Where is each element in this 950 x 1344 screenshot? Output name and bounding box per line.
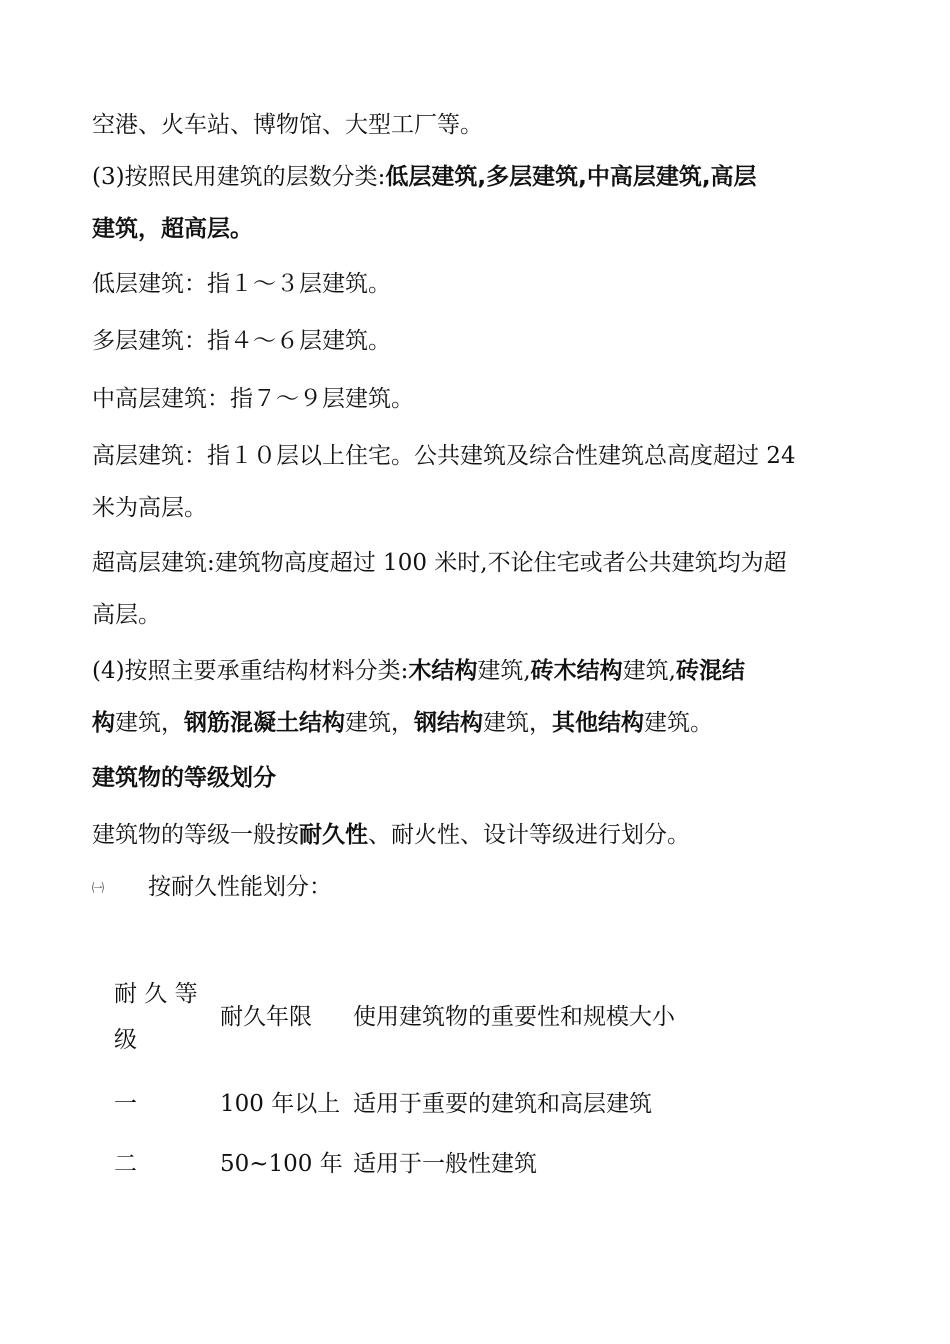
enum-heading: 按耐久性能划分：: [148, 874, 332, 900]
section3-prefix: (3)按照民用建筑的层数分类:: [92, 164, 386, 190]
other-structure: 其他结构: [552, 710, 644, 736]
section4-prefix: (4)按照主要承重结构材料分类:: [92, 658, 409, 684]
row1-years: 100 年以上: [220, 1091, 341, 1117]
wood-structure: 木结构: [408, 658, 478, 684]
reinforced-concrete-structure: 钢筋混凝土结构: [184, 710, 345, 736]
text-line: 低层建筑：指１～３层建筑。: [92, 271, 391, 297]
building-word: 建筑,: [622, 658, 676, 684]
steel-structure: 钢结构: [414, 710, 483, 736]
text-line: [92, 697, 860, 749]
section-heading-grades: [92, 752, 860, 804]
section3-bold-2: 建筑，超高层。: [92, 216, 253, 242]
header-grade-line2: 级: [114, 1027, 137, 1053]
brick-wood-structure: 砖木结构: [530, 658, 623, 684]
paragraph-low-rise: [92, 258, 860, 310]
row1-grade: 一: [114, 1091, 137, 1117]
row2-usage: 适用于一般性建筑: [353, 1151, 537, 1177]
text-line: 多层建筑：指４～６层建筑。: [92, 328, 391, 354]
header-years: 耐久年限: [220, 1004, 312, 1030]
header-usage: 使用建筑物的重要性和规模大小: [353, 1004, 675, 1030]
paragraph-high-rise: [92, 430, 860, 534]
building-word: 建筑,: [477, 658, 531, 684]
paragraph-grade-intro: [92, 809, 860, 861]
paragraph-mid-high-rise: [92, 373, 860, 425]
brick-concrete-structure-b: 构: [92, 710, 115, 736]
text-line: 米为高层。: [92, 495, 207, 521]
grade-intro-suffix: 、耐火性、设计等级进行划分。: [368, 822, 690, 848]
text-line: 超高层建筑:建筑物高度超过 100 米时,不论住宅或者公共建筑均为超: [92, 550, 787, 576]
text-line: [92, 151, 860, 203]
row2-years: 50~100 年: [220, 1151, 343, 1177]
text-line: [92, 645, 860, 697]
text-line: 高层。: [92, 602, 161, 628]
row2-grade: 二: [114, 1151, 137, 1177]
row1-usage: 适用于重要的建筑和高层建筑: [353, 1091, 652, 1117]
paragraph-line1: [92, 99, 860, 151]
text-line: 中高层建筑：指７～９层建筑。: [92, 386, 414, 412]
enum-marker: ㈠: [92, 881, 105, 895]
header-grade-line1: 耐 久 等: [114, 981, 198, 1007]
building-word: 建筑，: [115, 710, 184, 736]
building-word: 建筑。: [644, 710, 713, 736]
text-line: 空港、火车站、博物馆、大型工厂等。: [92, 112, 483, 138]
building-word: 建筑，: [483, 710, 552, 736]
text-line: [92, 809, 860, 861]
header-grade: [114, 971, 198, 1063]
paragraph-section4: [92, 645, 860, 749]
paragraph-multi-rise: [92, 315, 860, 367]
paragraph-section3: [92, 151, 860, 255]
grade-intro-bold: 耐久性: [299, 822, 368, 848]
paragraph-super-high: [92, 537, 860, 641]
heading-text: 建筑物的等级划分: [92, 765, 276, 791]
grade-intro-prefix: 建筑物的等级一般按: [92, 822, 299, 848]
brick-concrete-structure-a: 砖混结: [675, 658, 745, 684]
building-word: 建筑，: [345, 710, 414, 736]
text-line: 高层建筑：指１０层以上住宅。公共建筑及综合性建筑总高度超过 24: [92, 443, 796, 469]
section3-bold-1: 低层建筑,多层建筑,中高层建筑,高层: [385, 164, 757, 190]
